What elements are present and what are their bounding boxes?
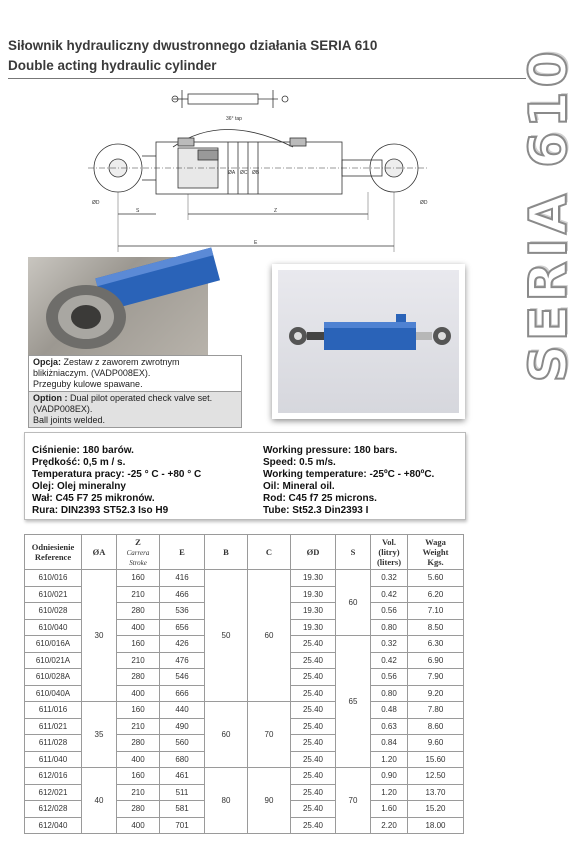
dim-e: E — [254, 240, 258, 246]
cell-weight: 15.20 — [408, 801, 464, 818]
spec-en-speed: Speed: 0.5 m/s. — [263, 457, 336, 468]
series-vertical-label — [518, 30, 579, 400]
table-row — [25, 702, 464, 719]
cell-weight: 7.90 — [408, 669, 464, 686]
title-polish: Siłownik hydrauliczny dwustronnego działania SERIA 610 — [8, 38, 378, 53]
series-vertical-text: SERIA 610 — [518, 47, 579, 383]
col-reference: Odniesienie Reference — [25, 535, 82, 570]
cell-volume: 2.20 — [371, 817, 408, 834]
cell-weight: 7.10 — [408, 603, 464, 620]
cell-reference: 610/021A — [25, 652, 82, 669]
cell-s: 70 — [336, 768, 371, 834]
technical-drawing — [78, 82, 438, 257]
cell-reference: 610/040A — [25, 685, 82, 702]
dim-c: ØC — [240, 170, 248, 176]
cell-d: 25.40 — [291, 735, 336, 752]
spec-en-oil: Oil: Mineral oil. — [263, 481, 335, 492]
cell-volume: 0.80 — [371, 619, 408, 636]
title-english: Double acting hydraulic cylinder — [8, 58, 217, 73]
cell-stroke: 280 — [117, 603, 160, 620]
cell-weight: 6.90 — [408, 652, 464, 669]
cell-e: 426 — [160, 636, 205, 653]
cell-weight: 5.60 — [408, 570, 464, 587]
spec-pl-oil: Olej: Olej mineralny — [32, 481, 126, 492]
cell-volume: 0.90 — [371, 768, 408, 785]
dim-z: Z — [274, 208, 278, 214]
cell-e: 656 — [160, 619, 205, 636]
cell-stroke: 400 — [117, 685, 160, 702]
table-row — [25, 570, 464, 587]
cell-stroke: 160 — [117, 768, 160, 785]
spec-en-temperature: Working temperature: -25ºC - +80ºC. — [263, 469, 435, 480]
col-c: C — [248, 535, 291, 570]
spec-en-tube: Tube: St52.3 Din2393 I — [263, 505, 369, 516]
col-s: S — [336, 535, 371, 570]
spec-pl-speed: Prędkość: 0,5 m / s. — [32, 457, 126, 468]
col-weight: Waga Weight Kgs. — [408, 535, 464, 570]
cell-reference: 611/016 — [25, 702, 82, 719]
cell-reference: 612/016 — [25, 768, 82, 785]
cell-reference: 610/028A — [25, 669, 82, 686]
cell-d: 19.30 — [291, 603, 336, 620]
cell-b: 50 — [205, 570, 248, 702]
cell-e: 560 — [160, 735, 205, 752]
cell-e: 680 — [160, 751, 205, 768]
cell-e: 461 — [160, 768, 205, 785]
cell-stroke: 400 — [117, 751, 160, 768]
option-en-label: Option : — [33, 393, 68, 403]
cell-weight: 15.60 — [408, 751, 464, 768]
col-d: ØD — [291, 535, 336, 570]
cell-a: 30 — [82, 570, 117, 702]
dim-s: S — [136, 208, 140, 214]
photo-cylinder-full — [272, 264, 465, 419]
cell-e: 476 — [160, 652, 205, 669]
cell-volume: 0.84 — [371, 735, 408, 752]
spec-pl-rod: Wał: C45 F7 25 mikronów. — [32, 493, 155, 504]
cell-volume: 0.63 — [371, 718, 408, 735]
cell-weight: 6.30 — [408, 636, 464, 653]
cell-volume: 1.20 — [371, 751, 408, 768]
cell-stroke: 210 — [117, 586, 160, 603]
cell-d: 25.40 — [291, 801, 336, 818]
cell-e: 701 — [160, 817, 205, 834]
cell-d: 25.40 — [291, 669, 336, 686]
reference-table — [24, 534, 464, 834]
cell-reference: 611/040 — [25, 751, 82, 768]
specifications-box — [24, 432, 466, 520]
cell-reference: 610/016A — [25, 636, 82, 653]
col-b: B — [205, 535, 248, 570]
cell-e: 546 — [160, 669, 205, 686]
header-divider — [8, 78, 526, 79]
cell-a: 40 — [82, 768, 117, 834]
cell-c: 60 — [248, 570, 291, 702]
cell-d: 25.40 — [291, 702, 336, 719]
option-pl-text: Zestaw z zaworem zwrotnym blikiżniaczym. (VADP008EX). — [33, 357, 180, 378]
cell-s: 60 — [336, 570, 371, 636]
cell-reference: 610/028 — [25, 603, 82, 620]
dim-tap-label: 36° tap — [226, 116, 242, 122]
cell-volume: 1.20 — [371, 784, 408, 801]
cell-stroke: 280 — [117, 669, 160, 686]
dim-b: ØB — [252, 170, 260, 176]
cell-d: 25.40 — [291, 817, 336, 834]
cell-volume: 0.32 — [371, 570, 408, 587]
spec-en-rod: Rod: C45 f7 25 microns. — [263, 493, 377, 504]
cell-d: 25.40 — [291, 636, 336, 653]
cell-volume: 0.42 — [371, 652, 408, 669]
cell-reference: 612/028 — [25, 801, 82, 818]
table-body — [25, 570, 464, 834]
col-z: Z Carrera Stroke — [117, 535, 160, 570]
specs-polish — [32, 445, 201, 517]
option-polish — [28, 355, 242, 392]
table-row — [25, 768, 464, 785]
cell-stroke: 210 — [117, 652, 160, 669]
cell-weight: 8.60 — [408, 718, 464, 735]
cell-stroke: 160 — [117, 636, 160, 653]
option-english — [28, 392, 242, 428]
cell-volume: 1.60 — [371, 801, 408, 818]
cell-d: 25.40 — [291, 784, 336, 801]
cell-c: 70 — [248, 702, 291, 768]
cell-d: 19.30 — [291, 586, 336, 603]
cell-s: 65 — [336, 636, 371, 768]
cell-d: 19.30 — [291, 570, 336, 587]
cell-stroke: 210 — [117, 784, 160, 801]
cell-d: 25.40 — [291, 718, 336, 735]
cell-weight: 8.50 — [408, 619, 464, 636]
cell-stroke: 210 — [117, 718, 160, 735]
cell-a: 35 — [82, 702, 117, 768]
cell-volume: 0.56 — [371, 603, 408, 620]
spec-en-pressure: Working pressure: 180 bars. — [263, 445, 398, 456]
cell-weight: 18.00 — [408, 817, 464, 834]
cell-stroke: 280 — [117, 801, 160, 818]
dim-a: ØA — [228, 170, 236, 176]
col-volume: Vol. (litry) (liters) — [371, 535, 408, 570]
dim-d-right: ØD — [420, 200, 428, 206]
option-en-text2: Ball joints welded. — [33, 415, 106, 425]
specs-english — [263, 445, 434, 517]
cell-e: 416 — [160, 570, 205, 587]
cell-reference: 610/040 — [25, 619, 82, 636]
cell-stroke: 400 — [117, 619, 160, 636]
table-header-row — [25, 535, 464, 570]
option-pl-text2: Przeguby kulowe spawane. — [33, 379, 143, 389]
cell-reference: 612/040 — [25, 817, 82, 834]
cell-weight: 9.20 — [408, 685, 464, 702]
cell-volume: 0.48 — [371, 702, 408, 719]
cell-d: 25.40 — [291, 751, 336, 768]
cell-e: 466 — [160, 586, 205, 603]
valve-block — [188, 94, 258, 104]
cell-e: 666 — [160, 685, 205, 702]
cell-stroke: 280 — [117, 735, 160, 752]
cell-reference: 610/021 — [25, 586, 82, 603]
cell-e: 511 — [160, 784, 205, 801]
cell-reference: 611/021 — [25, 718, 82, 735]
cell-weight: 9.60 — [408, 735, 464, 752]
dim-d-left: ØD — [92, 200, 100, 206]
cell-d: 25.40 — [291, 685, 336, 702]
cell-volume: 0.42 — [371, 586, 408, 603]
cell-e: 536 — [160, 603, 205, 620]
cell-stroke: 160 — [117, 570, 160, 587]
cell-e: 440 — [160, 702, 205, 719]
cell-d: 25.40 — [291, 768, 336, 785]
cell-b: 80 — [205, 768, 248, 834]
cell-stroke: 160 — [117, 702, 160, 719]
option-en-text: Dual pilot operated check valve set. (VADP008EX). — [33, 393, 213, 414]
cell-stroke: 400 — [117, 817, 160, 834]
col-a: ØA — [82, 535, 117, 570]
cell-volume: 0.32 — [371, 636, 408, 653]
spec-pl-temperature: Temperatura pracy: -25 ° C - +80 ° C — [32, 469, 202, 480]
cell-reference: 612/021 — [25, 784, 82, 801]
cell-weight: 7.80 — [408, 702, 464, 719]
cell-d: 25.40 — [291, 652, 336, 669]
spec-pl-pressure: Ciśnienie: 180 barów. — [32, 445, 134, 456]
photo-cylinder-closeup — [28, 257, 208, 357]
cell-c: 90 — [248, 768, 291, 834]
cell-weight: 13.70 — [408, 784, 464, 801]
cell-e: 581 — [160, 801, 205, 818]
option-pl-label: Opcja: — [33, 357, 62, 367]
option-box — [28, 355, 242, 428]
cell-weight: 6.20 — [408, 586, 464, 603]
cell-b: 60 — [205, 702, 248, 768]
cell-reference: 610/016 — [25, 570, 82, 587]
col-e: E — [160, 535, 205, 570]
cell-d: 19.30 — [291, 619, 336, 636]
cell-weight: 12.50 — [408, 768, 464, 785]
spec-pl-tube: Rura: DIN2393 ST52.3 Iso H9 — [32, 505, 169, 516]
cell-reference: 611/028 — [25, 735, 82, 752]
cell-volume: 0.80 — [371, 685, 408, 702]
cell-volume: 0.56 — [371, 669, 408, 686]
cell-e: 490 — [160, 718, 205, 735]
